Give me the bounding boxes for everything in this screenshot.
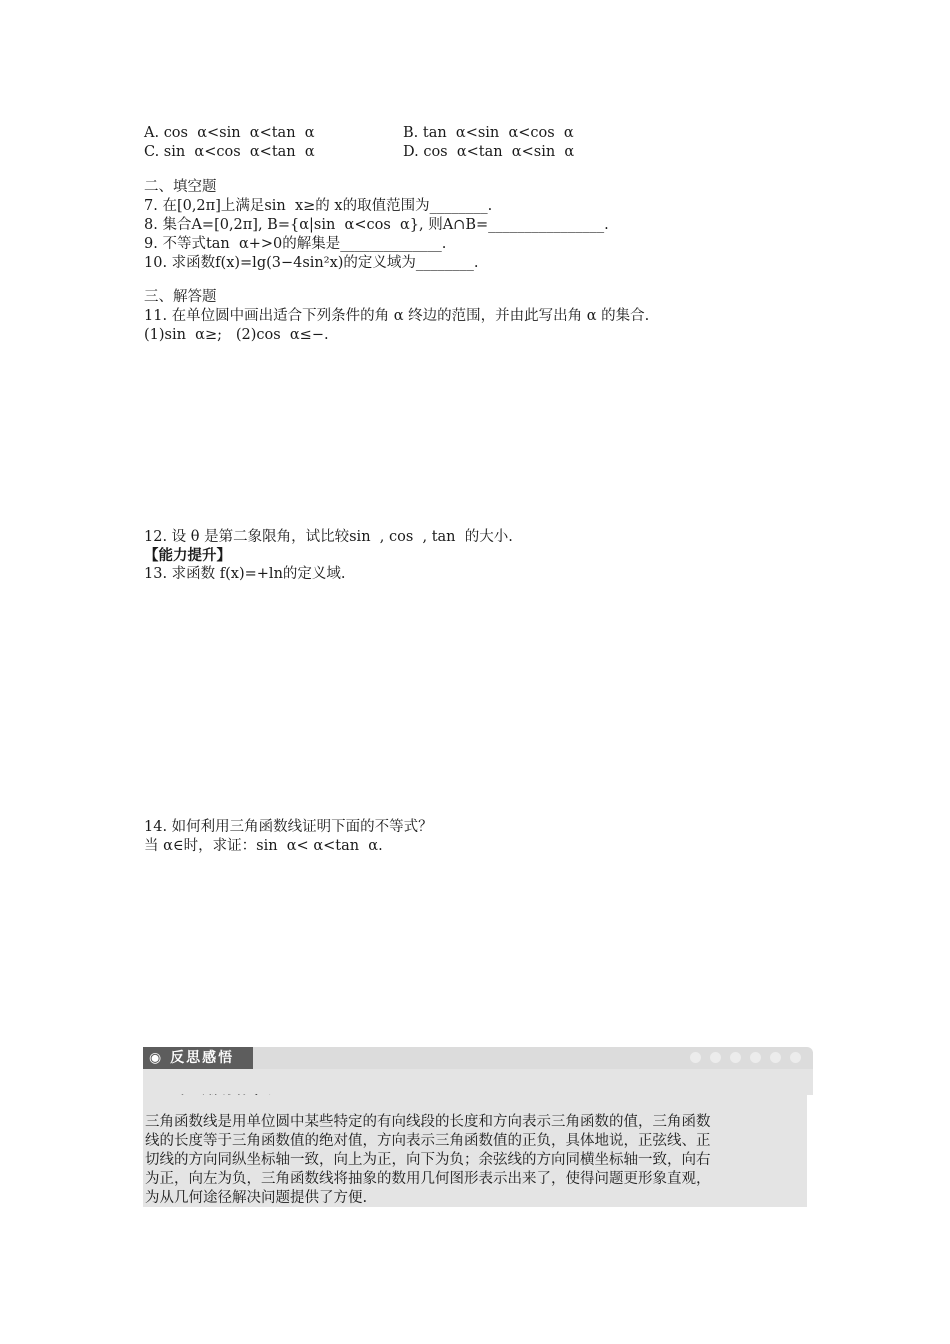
question-11-parts: (1)sin α≥; (2)cos α≤−. <box>144 327 329 343</box>
option-a: A. cos α<sin α<tan α <box>144 125 315 141</box>
dot-icon <box>790 1052 801 1063</box>
question-12: 12. 设 θ 是第二象限角，试比较sin , cos , tan 的大小. <box>144 529 513 545</box>
dot-icon <box>690 1052 701 1063</box>
option-c: C. sin α<cos α<tan α <box>144 144 315 160</box>
reflect-body <box>143 1095 807 1207</box>
option-b: B. tan α<sin α<cos α <box>403 125 574 141</box>
reflect-line-2: 三角函数线是用单位圆中某些特定的有向线段的长度和方向表示三角函数的值，三角函数 <box>145 1114 711 1130</box>
dot-icon <box>730 1052 741 1063</box>
reflect-strip <box>143 1069 813 1095</box>
question-8: 8. 集合A=[0,2π], B={α|sin α<cos α}, 则A∩B=________________. <box>144 217 609 233</box>
solve-section-heading: 三、解答题 <box>144 289 217 305</box>
question-11: 11. 在单位圆中画出适合下列条件的角 α 终边的范围，并由此写出角 α 的集合. <box>144 308 650 324</box>
ability-heading: 【能力提升】 <box>144 547 231 564</box>
question-10: 10. 求函数f(x)=lg(3−4sin²x)的定义域为________. <box>144 255 479 271</box>
reflect-line-5: 为正，向左为负，三角函数线将抽象的数用几何图形表示出来了，使得问题更形象直观， <box>145 1171 711 1187</box>
question-9: 9. 不等式tan α+>0的解集是______________. <box>144 236 447 252</box>
fill-section-heading: 二、填空题 <box>144 179 217 195</box>
reflect-line-4: 切线的方向同纵坐标轴一致，向上为正，向下为负；余弦线的方向同横坐标轴一致，向右 <box>145 1152 711 1168</box>
question-7: 7. 在[0,2π]上满足sin x≥的 x的取值范围为________. <box>144 198 493 214</box>
question-14-statement: 当 α∈时，求证：sin α< α<tan α. <box>144 838 383 854</box>
reflect-header <box>143 1047 813 1069</box>
reflect-line-3: 线的长度等于三角函数值的绝对值，方向表示三角函数值的正负，具体地说，正弦线、正 <box>145 1133 711 1149</box>
question-14: 14. 如何利用三角函数线证明下面的不等式？ <box>144 819 433 835</box>
dot-icon <box>750 1052 761 1063</box>
option-d: D. cos α<tan α<sin α <box>403 144 575 160</box>
reflect-line-6: 为从几何途径解决问题提供了方便. <box>145 1190 368 1206</box>
decorative-dots <box>690 1052 801 1063</box>
reflect-tag: ◉ 反思感悟 <box>143 1047 253 1069</box>
dot-icon <box>710 1052 721 1063</box>
question-13: 13. 求函数 f(x)=+ln的定义域. <box>144 566 346 582</box>
dot-icon <box>770 1052 781 1063</box>
